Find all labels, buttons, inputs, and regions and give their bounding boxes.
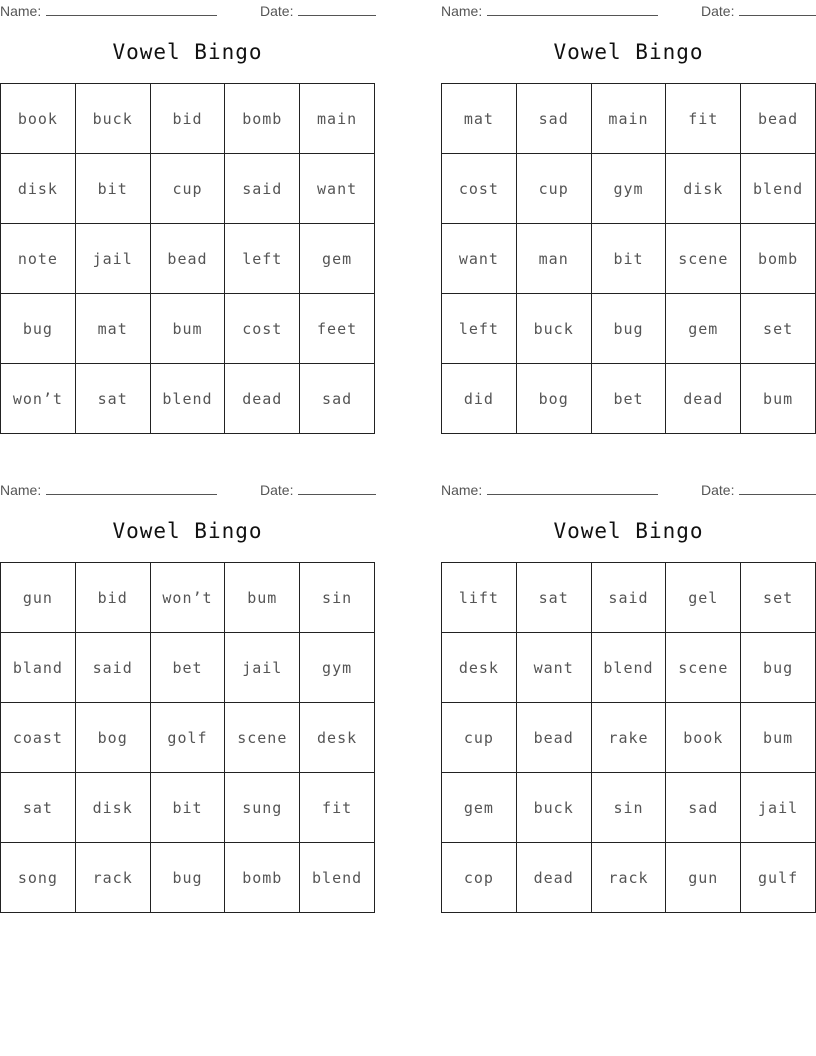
bingo-cell[interactable]: gel [666, 563, 741, 633]
name-line[interactable] [487, 481, 658, 495]
bingo-cell[interactable]: set [741, 294, 816, 364]
bingo-cell[interactable]: bog [517, 364, 592, 434]
name-field[interactable] [0, 481, 217, 498]
bingo-cell[interactable]: buck [76, 84, 151, 154]
name-line[interactable] [487, 2, 658, 16]
bingo-card-2 [441, 0, 816, 408]
date-field[interactable] [260, 481, 376, 498]
bingo-cell[interactable]: bum [225, 563, 300, 633]
bingo-cell[interactable]: book [666, 703, 741, 773]
card-header [0, 479, 375, 501]
bingo-cell[interactable]: disk [76, 773, 151, 843]
bingo-cell[interactable]: bomb [225, 843, 300, 913]
date-field[interactable] [260, 2, 376, 19]
bingo-grid [0, 83, 375, 434]
bingo-cell[interactable]: main [592, 84, 667, 154]
bingo-cell[interactable]: jail [741, 773, 816, 843]
bingo-cell[interactable]: gulf [741, 843, 816, 913]
bingo-cell[interactable]: gym [592, 154, 667, 224]
bingo-cell[interactable]: scene [666, 224, 741, 294]
bingo-cell[interactable]: golf [151, 703, 226, 773]
bingo-cell[interactable]: gem [666, 294, 741, 364]
bingo-cell[interactable]: set [741, 563, 816, 633]
bingo-cell[interactable]: dead [666, 364, 741, 434]
bingo-cell[interactable]: want [517, 633, 592, 703]
bingo-cell[interactable]: gem [300, 224, 375, 294]
bingo-cell[interactable]: bead [151, 224, 226, 294]
card-title: Vowel Bingo [112, 519, 263, 543]
date-line[interactable] [298, 2, 376, 16]
bingo-cell[interactable]: cup [442, 703, 517, 773]
bingo-cell[interactable]: scene [225, 703, 300, 773]
bingo-cell[interactable]: sung [225, 773, 300, 843]
bingo-cell[interactable]: bug [592, 294, 667, 364]
bingo-cell[interactable]: jail [76, 224, 151, 294]
name-line[interactable] [46, 2, 217, 16]
bingo-cell[interactable]: won’t [1, 364, 76, 434]
bingo-cell[interactable]: left [442, 294, 517, 364]
date-field[interactable] [701, 481, 816, 498]
card-title: Vowel Bingo [112, 40, 263, 64]
bingo-card-4 [441, 479, 816, 887]
bingo-cell[interactable]: book [1, 84, 76, 154]
bingo-cell[interactable]: said [592, 563, 667, 633]
date-label: Date: [260, 482, 294, 498]
bingo-cell[interactable]: bog [76, 703, 151, 773]
bingo-cell[interactable]: lift [442, 563, 517, 633]
bingo-cell[interactable]: won’t [151, 563, 226, 633]
bingo-cell[interactable]: bum [741, 364, 816, 434]
bingo-cell[interactable]: mat [442, 84, 517, 154]
name-label: Name: [0, 482, 42, 498]
date-label: Date: [260, 3, 294, 19]
bingo-cell[interactable]: cost [225, 294, 300, 364]
card-header [0, 0, 375, 22]
bingo-cell[interactable]: bit [76, 154, 151, 224]
bingo-cell[interactable]: gun [666, 843, 741, 913]
bingo-cell[interactable]: left [225, 224, 300, 294]
bingo-cell[interactable]: fit [666, 84, 741, 154]
bingo-cell[interactable]: cost [442, 154, 517, 224]
name-label: Name: [441, 3, 483, 19]
bingo-cell[interactable]: said [225, 154, 300, 224]
name-field[interactable] [441, 481, 658, 498]
name-line[interactable] [46, 481, 217, 495]
bingo-cell[interactable]: bead [741, 84, 816, 154]
bingo-cell[interactable]: fit [300, 773, 375, 843]
bingo-cell[interactable]: bead [517, 703, 592, 773]
bingo-cell[interactable]: gem [442, 773, 517, 843]
bingo-cell[interactable]: disk [666, 154, 741, 224]
bingo-grid [441, 83, 816, 434]
bingo-cell[interactable]: bit [151, 773, 226, 843]
bingo-cell[interactable]: disk [1, 154, 76, 224]
bingo-cell[interactable]: did [442, 364, 517, 434]
bingo-cell[interactable]: bug [741, 633, 816, 703]
bingo-cell[interactable]: said [76, 633, 151, 703]
bingo-grid [441, 562, 816, 913]
bingo-cell[interactable]: bet [592, 364, 667, 434]
bingo-cell[interactable]: song [1, 843, 76, 913]
bingo-cell[interactable]: sad [517, 84, 592, 154]
bingo-cell[interactable]: blend [151, 364, 226, 434]
date-field[interactable] [701, 2, 816, 19]
bingo-cell[interactable]: blend [300, 843, 375, 913]
bingo-cell[interactable]: rake [592, 703, 667, 773]
bingo-card-1 [0, 0, 375, 408]
bingo-cell[interactable]: sin [592, 773, 667, 843]
bingo-cell[interactable]: desk [300, 703, 375, 773]
bingo-cell[interactable]: want [300, 154, 375, 224]
bingo-cell[interactable]: bid [76, 563, 151, 633]
bingo-cell[interactable]: cop [442, 843, 517, 913]
date-line[interactable] [298, 481, 376, 495]
bingo-cell[interactable]: bit [592, 224, 667, 294]
bingo-cell[interactable]: want [442, 224, 517, 294]
bingo-cell[interactable]: dead [225, 364, 300, 434]
bingo-cell[interactable]: mat [76, 294, 151, 364]
date-line[interactable] [739, 481, 816, 495]
name-label: Name: [441, 482, 483, 498]
bingo-cell[interactable]: bomb [741, 224, 816, 294]
bingo-cell[interactable]: buck [517, 773, 592, 843]
bingo-cell[interactable]: blend [592, 633, 667, 703]
bingo-cell[interactable]: bug [151, 843, 226, 913]
bingo-cell[interactable]: sin [300, 563, 375, 633]
name-field[interactable] [0, 2, 217, 19]
bingo-cell[interactable]: blend [741, 154, 816, 224]
card-header [441, 479, 816, 501]
bingo-cell[interactable]: feet [300, 294, 375, 364]
bingo-cell[interactable]: bet [151, 633, 226, 703]
date-label: Date: [701, 3, 735, 19]
date-label: Date: [701, 482, 735, 498]
bingo-cell[interactable]: cup [151, 154, 226, 224]
bingo-cell[interactable]: bum [741, 703, 816, 773]
bingo-cell[interactable]: gym [300, 633, 375, 703]
bingo-cell[interactable]: gun [1, 563, 76, 633]
bingo-cell[interactable]: cup [517, 154, 592, 224]
bingo-cell[interactable]: sat [76, 364, 151, 434]
bingo-cell[interactable]: buck [517, 294, 592, 364]
bingo-cell[interactable]: note [1, 224, 76, 294]
bingo-cell[interactable]: sat [1, 773, 76, 843]
card-header [441, 0, 816, 22]
bingo-cell[interactable]: dead [517, 843, 592, 913]
bingo-cell[interactable]: sad [300, 364, 375, 434]
bingo-cell[interactable]: bland [1, 633, 76, 703]
bingo-grid [0, 562, 375, 913]
bingo-cell[interactable]: coast [1, 703, 76, 773]
bingo-card-3 [0, 479, 375, 887]
bingo-cell[interactable]: rack [592, 843, 667, 913]
date-line[interactable] [739, 2, 816, 16]
bingo-cell[interactable]: scene [666, 633, 741, 703]
name-label: Name: [0, 3, 42, 19]
name-field[interactable] [441, 2, 658, 19]
bingo-cell[interactable]: rack [76, 843, 151, 913]
bingo-cell[interactable]: bomb [225, 84, 300, 154]
bingo-cell[interactable]: sad [666, 773, 741, 843]
bingo-cell[interactable]: bug [1, 294, 76, 364]
bingo-cell[interactable]: bum [151, 294, 226, 364]
bingo-cell[interactable]: main [300, 84, 375, 154]
bingo-cell[interactable]: jail [225, 633, 300, 703]
bingo-cell[interactable]: bid [151, 84, 226, 154]
bingo-cell[interactable]: man [517, 224, 592, 294]
bingo-cell[interactable]: sat [517, 563, 592, 633]
card-title: Vowel Bingo [553, 519, 704, 543]
card-title: Vowel Bingo [553, 40, 704, 64]
bingo-cell[interactable]: desk [442, 633, 517, 703]
